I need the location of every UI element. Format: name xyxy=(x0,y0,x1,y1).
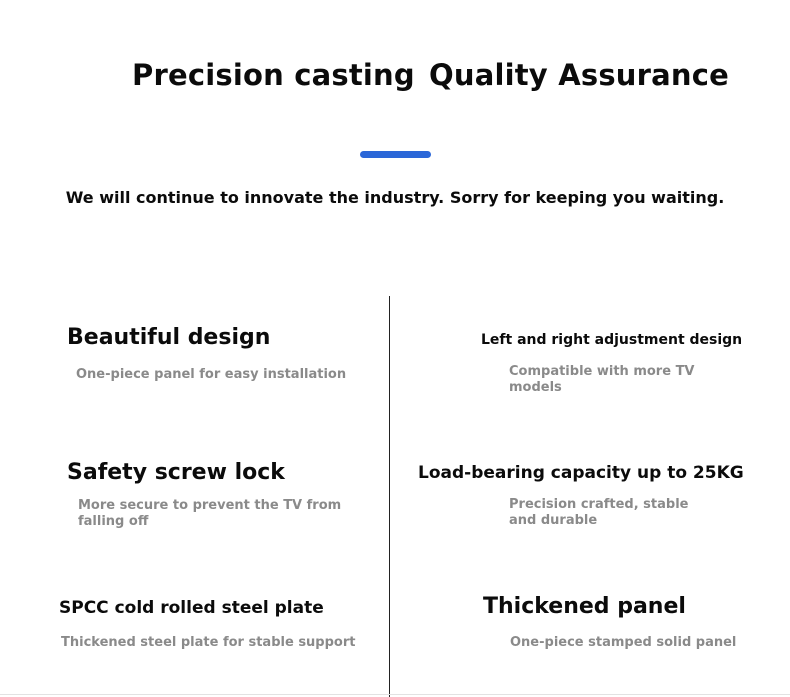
feature-title: Beautiful design xyxy=(67,325,271,350)
bottom-border xyxy=(0,694,790,695)
feature-title: Load-bearing capacity up to 25KG xyxy=(418,463,744,483)
headline-precision-casting: Precision casting xyxy=(132,58,415,92)
accent-bar xyxy=(360,151,431,158)
headline-quality-assurance: Quality Assurance xyxy=(429,58,729,92)
feature-title: Thickened panel xyxy=(483,594,686,619)
feature-title: Left and right adjustment design xyxy=(481,332,743,348)
feature-title: Safety screw lock xyxy=(67,460,285,485)
feature-title: SPCC cold rolled steel plate xyxy=(59,598,324,618)
feature-description: Compatible with more TV models xyxy=(509,364,695,395)
center-divider xyxy=(389,296,390,697)
feature-description: One-piece stamped solid panel xyxy=(510,635,737,650)
feature-description: Thickened steel plate for stable support xyxy=(61,635,356,650)
tagline: We will continue to innovate the industry. Sorry for keeping you waiting. xyxy=(65,188,725,207)
feature-description: More secure to prevent the TV from falling off xyxy=(78,498,342,529)
feature-description: One-piece panel for easy installation xyxy=(76,367,347,382)
feature-description: Precision crafted, stable and durable xyxy=(509,497,689,528)
